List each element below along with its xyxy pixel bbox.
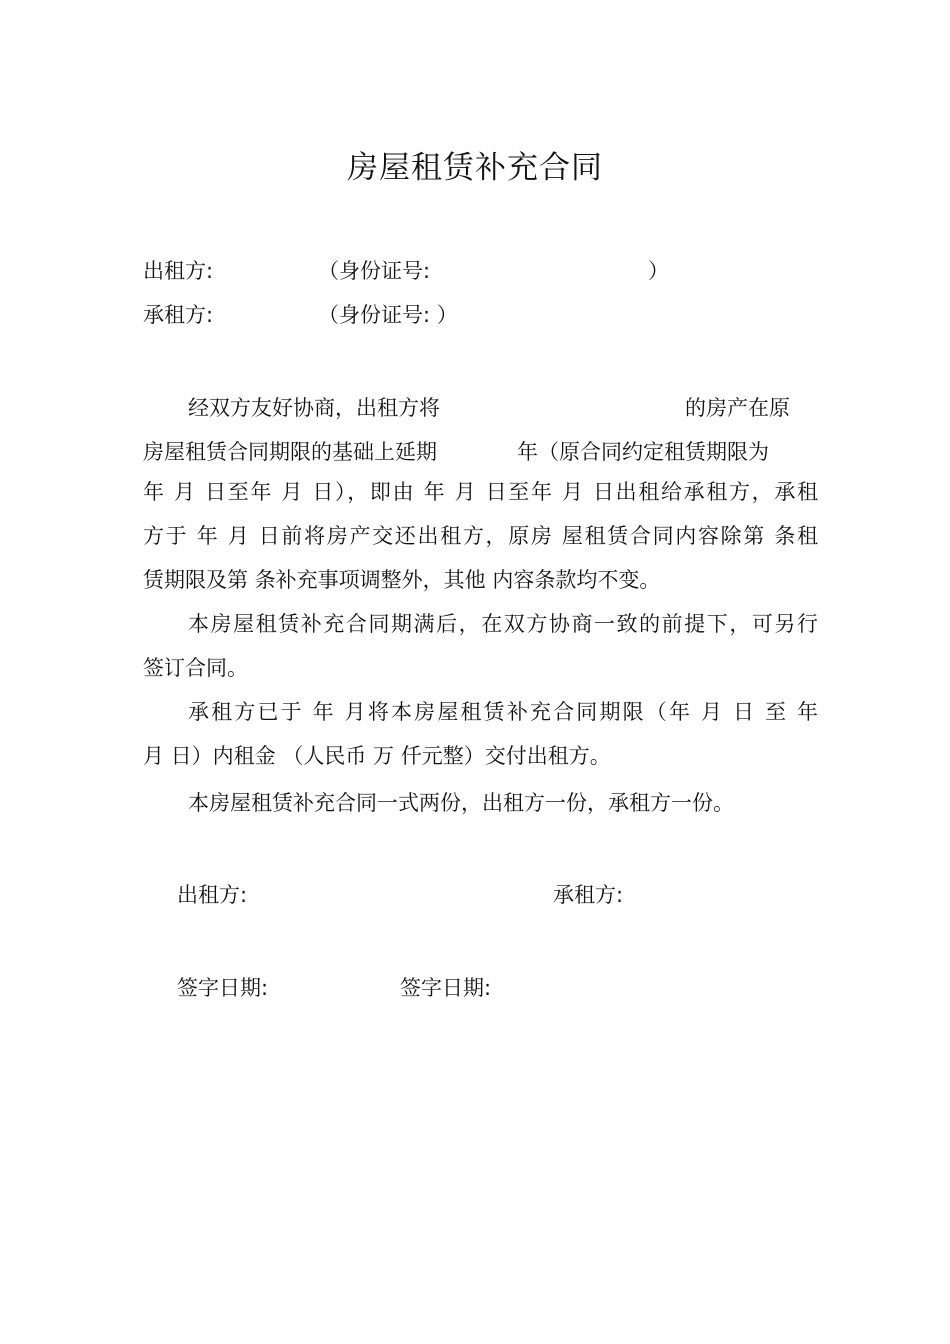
- para1-line1-start: 经双方友好协商，出租方将: [188, 396, 440, 420]
- para2-line1: 本房屋租赁补充合同期满后，在双方协商一致的前提下，可另行: [188, 612, 818, 636]
- paragraph-1-body: [143, 470, 818, 602]
- lessor-id-close: ）: [648, 259, 669, 283]
- para3-line2: 月 日）内租金 （人民币 万 仟元整）交付出租方。: [143, 744, 611, 768]
- lessor-sign-date-label: 签字日期:: [177, 976, 269, 1000]
- paragraph-2: [143, 602, 818, 690]
- para1-line5: 赁期限及第 条补充事项调整外，其他 内容条款均不变。: [143, 568, 661, 592]
- para1-line4: 方于 年 月 日前将房产交还出租方，原房 屋租赁合同内容除第 条租: [143, 524, 818, 548]
- paragraph-3: [143, 690, 818, 778]
- signature-lessee-label: 承租方:: [553, 883, 624, 907]
- para4-line1: 本房屋租赁补充合同一式两份，出租方一份，承租方一份。: [188, 791, 734, 815]
- para1-line1-end: 的房产在原: [685, 396, 790, 420]
- para1-line2-end: 年（原合同约定租赁期限为: [517, 440, 769, 464]
- lessee-id-label: （身份证号: ）: [318, 303, 458, 327]
- lessee-label: 承租方:: [143, 303, 214, 327]
- para3-line1: 承租方已于 年 月将本房屋租赁补充合同期限（年 月 日 至 年: [188, 700, 818, 724]
- signature-lessor-label: 出租方:: [177, 883, 248, 907]
- document-title: 房屋租赁补充合同: [347, 150, 603, 186]
- para1-line3: 年 月 日至年 月 日），即由 年 月 日至年 月 日出租给承租方，承租: [143, 480, 818, 504]
- lessor-id-label: （身份证号:: [318, 259, 431, 283]
- lessor-label: 出租方:: [143, 259, 214, 283]
- para2-line2: 签订合同。: [143, 656, 248, 680]
- para1-line2-start: 房屋租赁合同期限的基础上延期: [143, 440, 437, 464]
- lessee-sign-date-label: 签字日期:: [400, 976, 492, 1000]
